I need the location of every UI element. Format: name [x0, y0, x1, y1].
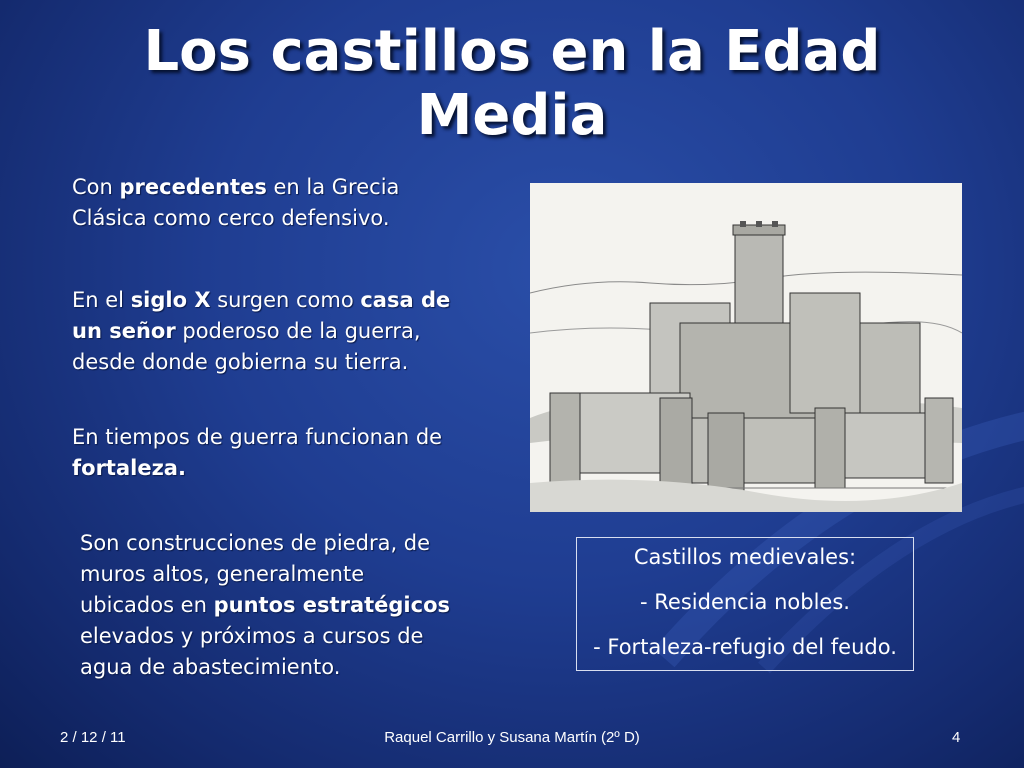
summary-item-fortaleza: - Fortaleza-refugio del feudo.	[593, 635, 897, 659]
paragraph-fortaleza: En tiempos de guerra funcionan de fortaleza.	[72, 425, 443, 480]
footer-page-number: 4	[952, 729, 961, 746]
summary-box	[576, 537, 914, 671]
paragraph-construcciones: Son construcciones de piedra, de muros altos, generalmente ubicados en puntos estratégicos elevados y próximos a cursos de agua de abastecimiento.	[80, 531, 450, 679]
slide-title: Los castillos en la Edad Media	[143, 19, 881, 148]
summary-item-residencia: - Residencia nobles.	[640, 590, 850, 614]
castle-illustration	[530, 183, 962, 512]
summary-heading: Castillos medievales:	[633, 545, 857, 569]
footer-author: Raquel Carrillo y Susana Martín (2º D)	[384, 729, 640, 746]
paragraph-precedentes: Con precedentes en la Grecia Clásica como cerco defensivo.	[72, 175, 400, 230]
paragraph-siglo-x: En el siglo X surgen como casa de un señor poderoso de la guerra, desde donde gobierna su tierra.	[72, 288, 451, 374]
footer-date: 2 / 12 / 11	[60, 729, 126, 746]
